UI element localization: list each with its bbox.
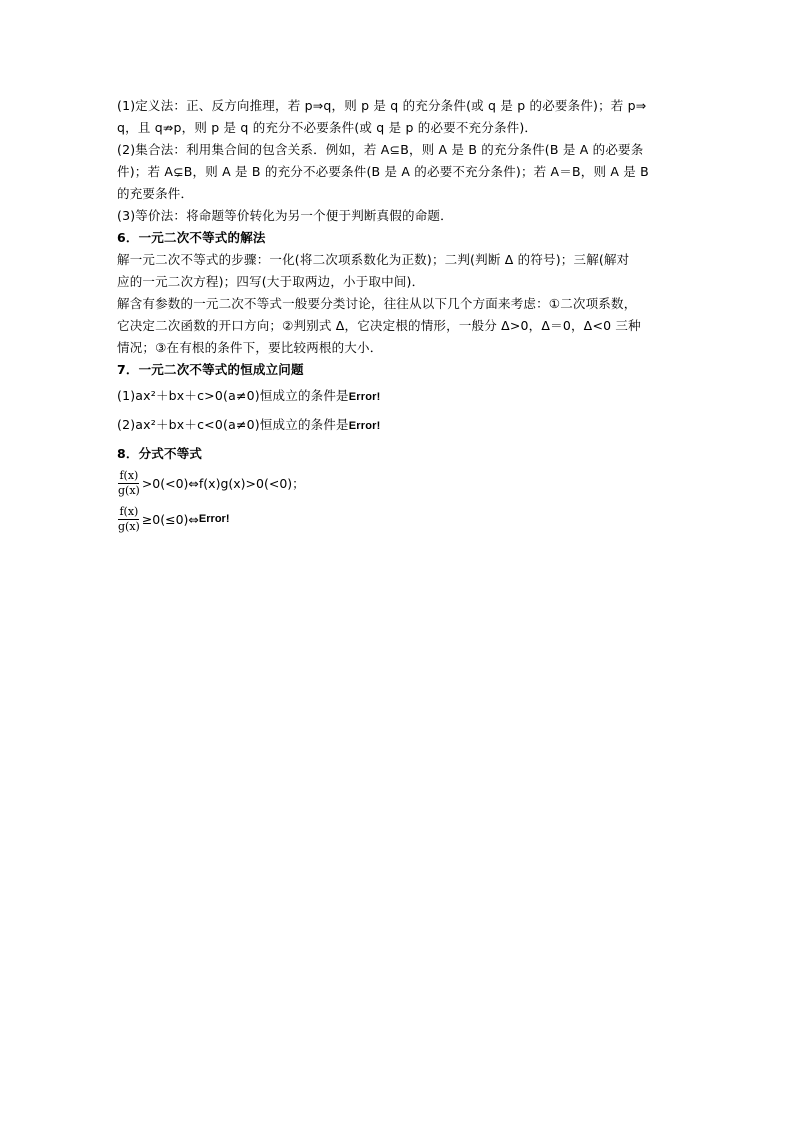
para-6b-line-2: 它决定二次函数的开口方向；②判别式 Δ，它决定根的情形，一般分 Δ>0，Δ＝0，Δ<0 三种	[117, 318, 641, 333]
para-6b-line-3: 情况；③在有根的条件下，要比较两根的大小．	[117, 340, 383, 355]
section-2-line-3: 的充要条件．	[117, 186, 194, 201]
heading-7: 7．一元二次不等式的恒成立问题	[117, 362, 304, 377]
para-7-item-2	[117, 414, 682, 437]
fraction-numerator: f(x)	[119, 504, 139, 518]
section-2-line-2: 件)；若 A⊊B，则 A 是 B 的充分不必要条件(B 是 A 的必要不充分条件)；若 A＝B，则 A 是 B	[117, 164, 649, 179]
section-2-line-1: (2)集合法：利用集合间的包含关系．例如，若 A⊆B，则 A 是 B 的充分条件(B 是 A 的必要条	[117, 142, 644, 157]
section-1-line-2: q，且 q⇏p，则 p 是 q 的充分不必要条件(或 q 是 p 的必要不充分条件)．	[117, 120, 538, 135]
error-marker: Error!	[348, 420, 381, 432]
para-6-line-1: 解一元二次不等式的步骤：一化(将二次项系数化为正数)；二判(判断 Δ 的符号)；三解(解对	[117, 252, 630, 267]
document-content	[117, 95, 682, 537]
para-7-item-1-text: (1)ax²＋bx＋c>0(a≠0)恒成立的条件是	[117, 388, 349, 403]
error-marker: Error!	[348, 391, 381, 403]
fraction-denominator: g(x)	[118, 483, 140, 497]
section-3-line-1: (3)等价法：将命题等价转化为另一个便于判断真假的命题．	[117, 208, 453, 223]
fraction-inequality-2	[117, 501, 682, 537]
fraction	[117, 469, 141, 498]
section-1-line-1: (1)定义法：正、反方向推理，若 p⇒q，则 p 是 q 的充分条件(或 q 是 p 的必要条件)；若 p⇒	[117, 98, 647, 113]
fraction	[117, 505, 141, 534]
fraction-denominator: g(x)	[118, 519, 140, 533]
error-marker: Error!	[198, 513, 230, 525]
para-6-line-2: 应的一元二次方程)；四写(大于取两边，小于取中间)．	[117, 274, 425, 289]
fraction-inequality-2-text: ≥0(≤0)⇔	[141, 511, 199, 527]
heading-8: 8．分式不等式	[117, 446, 203, 461]
para-6b-line-1: 解含有参数的一元二次不等式一般要分类讨论，往往从以下几个方面来考虑：①二次项系数，	[117, 296, 637, 311]
para-7-item-2-text: (2)ax²＋bx＋c<0(a≠0)恒成立的条件是	[117, 417, 349, 432]
fraction-numerator: f(x)	[119, 468, 139, 482]
heading-6: 6．一元二次不等式的解法	[117, 230, 266, 245]
fraction-inequality-1	[117, 465, 682, 501]
fraction-inequality-1-text: >0(<0)⇔f(x)g(x)>0(<0)；	[141, 476, 305, 491]
para-7-item-1	[117, 385, 682, 408]
